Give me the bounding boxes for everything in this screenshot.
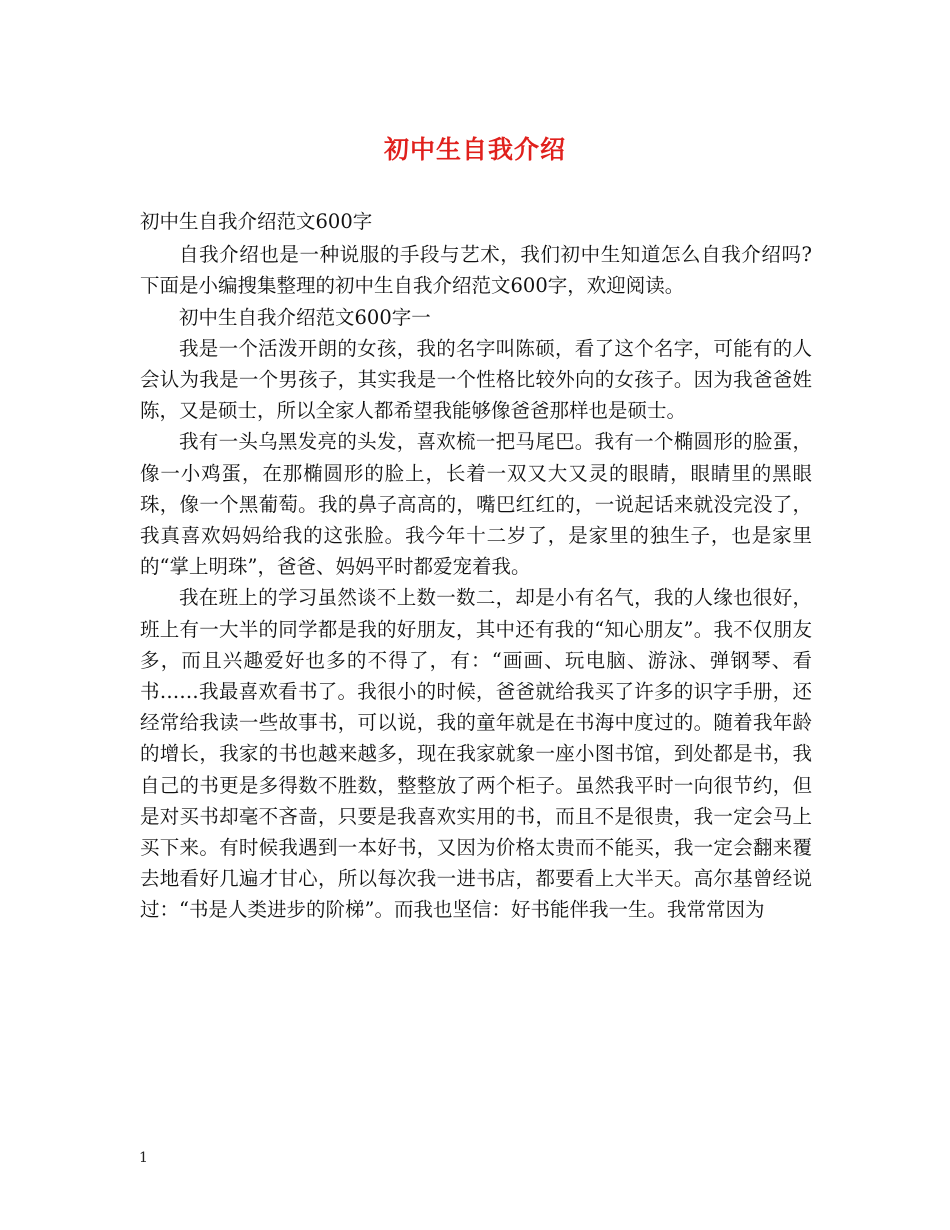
document-body [140,206,812,926]
section-heading: 初中生自我介绍范文600字一 [179,305,431,329]
page-number: 1 [139,1150,148,1166]
body-paragraph: 自我介绍也是一种说服的手段与艺术，我们初中生知道怎么自我介绍吗?下面是小编搜集整理的初中生自我介绍范文600字，欢迎阅读。 [140,243,812,298]
document-title: 初中生自我介绍 [383,135,566,164]
body-paragraph: 我有一头乌黑发亮的头发，喜欢梳一把马尾巴。我有一个椭圆形的脸蛋，像一小鸡蛋，在那椭圆形的脸上，长着一双又大又灵的眼睛，眼睛里的黑眼珠，像一个黑葡萄。我的鼻子高高的，嘴巴红红的，一说起话来就没完没了，我真喜欢妈妈给我的这张脸。我今年十二岁了，是家里的独生子，也是家里的“掌上明珠”，爸爸、妈妈平时都爱宠着我。 [140,430,812,579]
body-paragraph: 我在班上的学习虽然谈不上数一数二，却是小有名气，我的人缘也很好，班上有一大半的同学都是我的好朋友，其中还有我的“知心朋友”。我不仅朋友多，而且兴趣爱好也多的不得了，有：“画画、玩电脑、游泳、弹钢琴、看书……我最喜欢看书了。我很小的时候，爸爸就给我买了许多的识字手册，还经常给我读一些故事书，可以说，我的童年就是在书海中度过的。随着我年龄的增长，我家的书也越来越多，现在我家就象一座小图书馆，到处都是书，我自己的书更是多得数不胜数，整整放了两个柜子。虽然我平时一向很节约，但是对买书却毫不吝啬，只要是我喜欢实用的书，而且不是很贵，我一定会马上买下来。有时候我遇到一本好书，又因为价格太贵而不能买，我一定会翻来覆去地看好几遍才甘心，所以每次我一进书店，都要看上大半天。高尔基曾经说过：“书是人类进步的阶梯”。而我也坚信：好书能伴我一生。我常常因为 [140,586,812,922]
body-paragraph: 我是一个活泼开朗的女孩，我的名字叫陈硕，看了这个名字，可能有的人会认为我是一个男孩子，其实我是一个性格比较外向的女孩子。因为我爸爸姓陈，又是硕士，所以全家人都希望我能够像爸爸那样也是硕士。 [140,336,812,423]
subtitle-paragraph: 初中生自我介绍范文600字 [140,210,373,233]
